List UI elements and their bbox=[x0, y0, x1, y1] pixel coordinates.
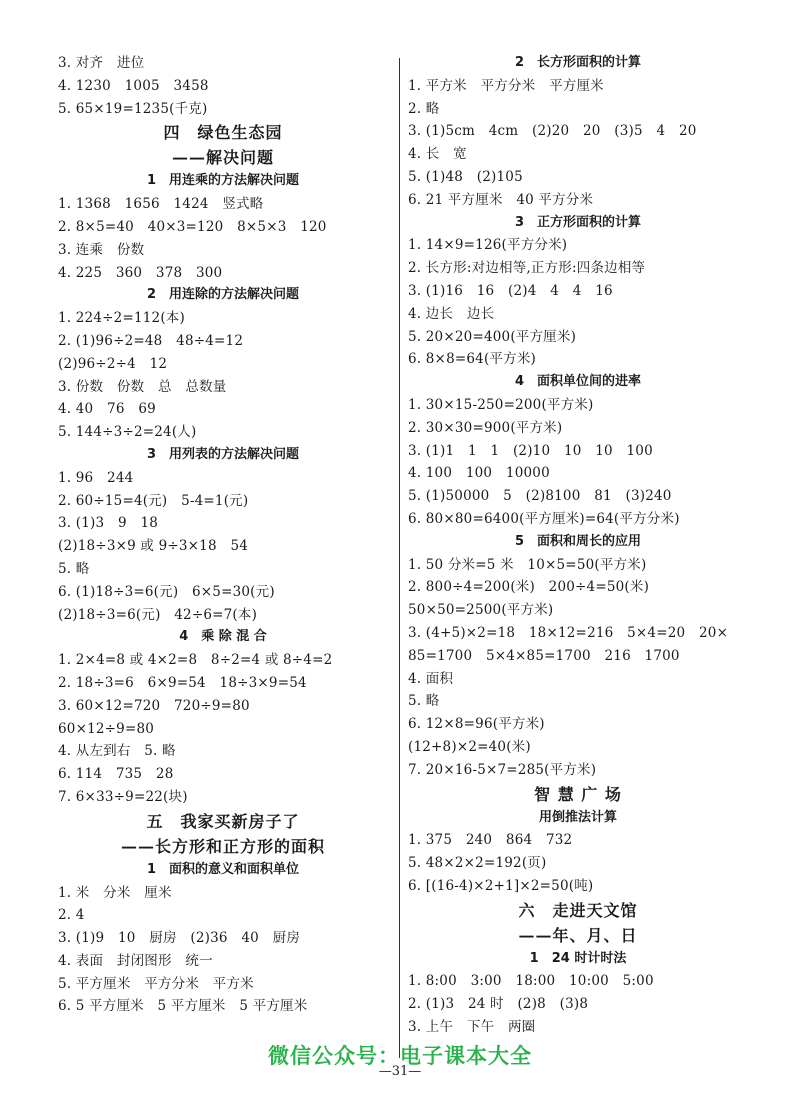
answer-line: 4. 表面 封闭图形 统一 bbox=[58, 952, 213, 969]
section-heading: 六 走进天文馆 bbox=[518, 900, 638, 920]
answer-line: 5. 48×2×2=192(页) bbox=[408, 855, 547, 872]
answer-line: 4. 100 100 10000 bbox=[408, 465, 550, 482]
answer-line: 1. 50 分米=5 米 10×5=50(平方米) bbox=[408, 556, 647, 573]
answer-line: 3. (1)3 9 18 bbox=[58, 515, 159, 532]
section-heading: ——长方形和正方形的面积 bbox=[120, 836, 325, 856]
section-heading: 智 慧 广 场 bbox=[534, 784, 622, 804]
answer-line: 3. 连乘 份数 bbox=[58, 241, 145, 258]
answer-line: 6. (1)18÷3=6(元) 6×5=30(元) bbox=[58, 583, 275, 600]
subsection-heading: 3 正方形面积的计算 bbox=[514, 214, 642, 230]
answer-line: 4. 边长 边长 bbox=[408, 305, 495, 322]
answer-line: 7. 6×33÷9=22(块) bbox=[58, 788, 188, 805]
answer-line: 60×12÷9=80 bbox=[58, 720, 155, 737]
answer-line: (2)96÷2÷4 12 bbox=[58, 355, 168, 372]
answer-line: 6. 8×8=64(平方米) bbox=[408, 351, 536, 368]
column-divider bbox=[399, 58, 400, 1058]
answer-line: 7. 20×16-5×7=285(平方米) bbox=[408, 761, 597, 778]
answer-line: 5. 65×19=1235(千克) bbox=[58, 100, 208, 117]
answer-line: 4. 40 76 69 bbox=[58, 401, 156, 418]
answer-line: 5. 144÷3÷2=24(人) bbox=[58, 424, 197, 441]
answer-line: 1. 1368 1656 1424 竖式略 bbox=[58, 196, 264, 213]
section-heading: ——年、月、日 bbox=[518, 925, 638, 945]
subsection-heading: 2 长方形面积的计算 bbox=[514, 55, 642, 70]
answer-line: 4. 从左到右 5. 略 bbox=[58, 743, 176, 760]
section-heading: 四 绿色生态园 bbox=[163, 123, 283, 143]
answer-line: 2. 30×30=900(平方米) bbox=[408, 419, 563, 436]
answer-line: 85=1700 5×4×85=1700 216 1700 bbox=[408, 647, 680, 664]
wechat-watermark: 微信公众号：电子课本大全 bbox=[268, 1044, 532, 1068]
answer-line: (2)18÷3=6(元) 42÷6=7(本) bbox=[58, 606, 258, 623]
answer-line: 6. [(16-4)×2+1]×2=50(吨) bbox=[408, 877, 594, 894]
answer-line: 2. (1)3 24 时 (2)8 (3)8 bbox=[408, 996, 589, 1013]
answer-line: 1. 平方米 平方分米 平方厘米 bbox=[408, 77, 604, 94]
answer-line: 2. 18÷3=6 6×9=54 18÷3×9=54 bbox=[58, 674, 307, 691]
answer-line: 2. 长方形:对边相等,正方形:四条边相等 bbox=[408, 260, 646, 277]
subsection-heading: 1 面积的意义和面积单位 bbox=[146, 861, 300, 877]
answer-line: 1. 375 240 864 732 bbox=[408, 832, 573, 849]
answer-line: 6. 12×8=96(平方米) bbox=[408, 716, 545, 733]
answer-line: 4. 1230 1005 3458 bbox=[58, 77, 209, 94]
answer-line: 6. 21 平方厘米 40 平方分米 bbox=[408, 191, 594, 208]
answer-line: 3. (1)16 16 (2)4 4 4 16 bbox=[408, 282, 613, 299]
answer-line: 1. 224÷2=112(本) bbox=[58, 310, 185, 327]
answer-line: 4. 长 宽 bbox=[408, 146, 467, 163]
answer-line: 1. 8:00 3:00 18:00 10:00 5:00 bbox=[408, 973, 654, 990]
answer-line: 3. (1)9 10 厨房 (2)36 40 厨房 bbox=[58, 930, 301, 947]
answer-line: 2. 8×5=40 40×3=120 8×5×3 120 bbox=[58, 218, 327, 235]
answer-line: 5. 略 bbox=[408, 693, 440, 710]
answer-line: 3. 60×12=720 720÷9=80 bbox=[58, 697, 250, 714]
answer-line: 6. 114 735 28 bbox=[58, 766, 174, 783]
answer-line: 1. 14×9=126(平方分米) bbox=[408, 237, 568, 254]
answer-line: 5. (1)50000 5 (2)8100 81 (3)240 bbox=[408, 488, 672, 505]
answer-line: 2. (1)96÷2=48 48÷4=12 bbox=[58, 332, 244, 349]
page-number: —31— bbox=[378, 1064, 422, 1079]
answer-line: 5. 20×20=400(平方厘米) bbox=[408, 328, 577, 345]
answer-line: 2. 60÷15=4(元) 5-4=1(元) bbox=[58, 492, 249, 509]
section-heading: 五 我家买新房子了 bbox=[146, 811, 300, 831]
answer-line: (2)18÷3×9 或 9÷3×18 54 bbox=[58, 538, 249, 555]
section-heading: ——解决问题 bbox=[171, 148, 274, 168]
answer-line: (12+8)×2=40(米) bbox=[408, 738, 531, 755]
answer-line: 3. 份数 份数 总 总数量 bbox=[58, 378, 227, 395]
answer-line: 2. 4 bbox=[58, 907, 85, 924]
answer-line: 3. 对齐 进位 bbox=[58, 55, 145, 71]
answer-line: 50×50=2500(平方米) bbox=[408, 602, 554, 619]
right-column bbox=[408, 52, 748, 1039]
answer-line: 1. 96 244 bbox=[58, 469, 134, 486]
subsection-heading: 用倒推法计算 bbox=[538, 809, 617, 825]
subsection-heading: 3 用列表的方法解决问题 bbox=[146, 446, 300, 462]
subsection-heading: 1 用连乘的方法解决问题 bbox=[146, 173, 300, 189]
subsection-heading: 4 面积单位间的进率 bbox=[514, 374, 642, 390]
answer-line: 1. 30×15-250=200(平方米) bbox=[408, 396, 594, 413]
left-column bbox=[58, 52, 388, 1018]
answer-line: 1. 米 分米 厘米 bbox=[58, 884, 172, 901]
answer-line: 5. (1)48 (2)105 bbox=[408, 168, 523, 185]
answer-line: 2. 800÷4=200(米) 200÷4=50(米) bbox=[408, 579, 650, 596]
answer-line: 6. 5 平方厘米 5 平方厘米 5 平方厘米 bbox=[58, 998, 308, 1015]
answer-line: 2. 略 bbox=[408, 100, 440, 117]
subsection-heading: 2 用连除的方法解决问题 bbox=[146, 287, 300, 303]
answer-line: 3. 上午 下午 两圈 bbox=[408, 1019, 536, 1036]
answer-line: 3. (1)1 1 1 (2)10 10 10 100 bbox=[408, 442, 653, 459]
answer-line: 5. 平方厘米 平方分米 平方米 bbox=[58, 975, 254, 992]
answer-line: 6. 80×80=6400(平方厘米)=64(平方分米) bbox=[408, 510, 680, 527]
subsection-heading: 5 面积和周长的应用 bbox=[514, 533, 642, 549]
answer-line: 1. 2×4=8 或 4×2=8 8÷2=4 或 8÷4=2 bbox=[58, 652, 333, 669]
subsection-heading: 4 乘 除 混 合 bbox=[179, 629, 267, 645]
subsection-heading: 1 24 时计时法 bbox=[529, 950, 627, 966]
answer-line: 5. 略 bbox=[58, 560, 90, 577]
answer-line: 3. (4+5)×2=18 18×12=216 5×4=20 20× bbox=[408, 624, 729, 641]
answer-line: 3. (1)5cm 4cm (2)20 20 (3)5 4 20 bbox=[408, 123, 697, 140]
answer-line: 4. 225 360 378 300 bbox=[58, 264, 223, 281]
answer-line: 4. 面积 bbox=[408, 670, 454, 687]
